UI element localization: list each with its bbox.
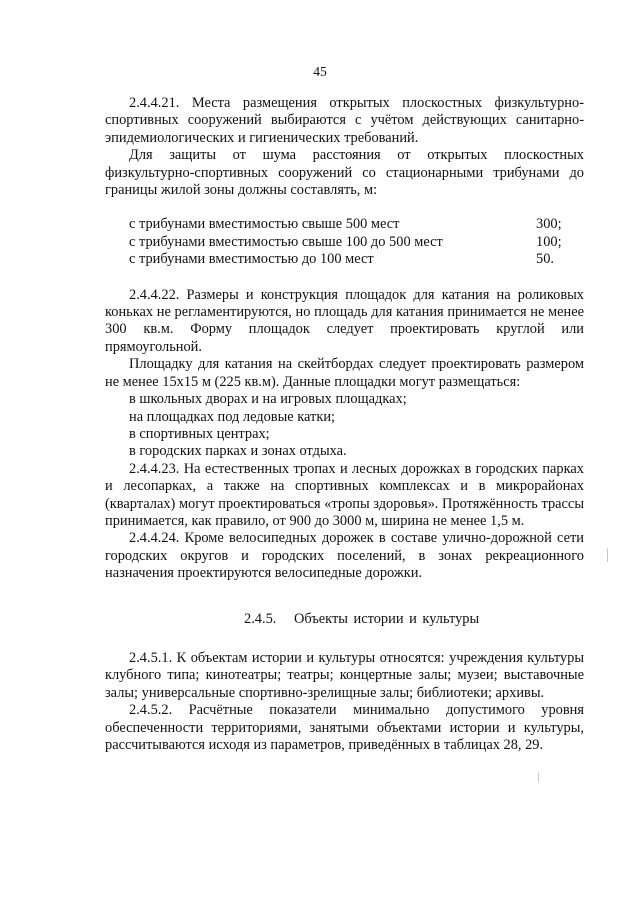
section-heading [105, 611, 584, 628]
distance-row [105, 234, 584, 251]
paragraph-2-4-5-2: 2.4.5.2. Расчётные показатели минимально допустимого уровня обеспеченности территориями, занятыми объектами истории и культуры, рассчитываются исходя из параметров, приведённых в таблицах 28, 29. [105, 702, 584, 753]
distance-label: с трибунами вместимостью свыше 500 мест [129, 216, 400, 233]
scan-mark [538, 772, 539, 782]
paragraph-2-4-5-1: 2.4.5.1. К объектам истории и культуры относятся: учреждения культуры клубного типа; кинотеатры; театры; концертные залы; музеи; выставочные залы; универсальные спортивно-зрелищные залы; библиотеки; архивы. [105, 649, 584, 701]
distance-label: с трибунами вместимостью до 100 мест [129, 251, 374, 268]
placement-list [105, 391, 584, 461]
paragraph-2-4-4-21: 2.4.4.21. Места размещения открытых плоскостных физкультурно-спортивных сооружений выбираются с учётом действующих санитарно-эпидемиологических и гигиенических требований. [105, 95, 584, 146]
distance-label: с трибунами вместимостью свыше 100 до 500 мест [129, 233, 443, 250]
paragraph-2-4-4-22: 2.4.4.22. Размеры и конструкция площадок для катания на роликовых коньках не регламентируются, но площадь для катания принимается не менее 300 кв.м. Форму площадок следует проектировать круглой или прямоугольной. [105, 286, 584, 355]
spacer [105, 269, 584, 287]
distance-row [105, 251, 584, 268]
scan-mark [607, 548, 608, 562]
distance-value: 100; [536, 233, 562, 250]
list-item: в городских парках и зонах отдыха. [129, 443, 347, 460]
list-item: на площадках под ледовые катки; [129, 408, 336, 425]
distance-row [105, 216, 584, 233]
list-item: в школьных дворах и на игровых площадках; [129, 391, 407, 408]
spacer [105, 199, 584, 216]
list-item: в спортивных центрах; [129, 425, 270, 442]
paragraph-2-4-4-24: 2.4.4.24. Кроме велосипедных дорожек в составе улично-дорожной сети городских округов и городских поселений, в зонах рекреационного назначения проектируются велосипедные дорожки. [105, 530, 584, 582]
paragraph-skateboard: Площадку для катания на скейтбордах следует проектировать размером не менее 15х15 м (225 кв.м). Данные площадки могут размещаться: [105, 356, 584, 390]
distance-list [105, 216, 584, 268]
spacer [105, 628, 584, 650]
paragraph-noise-distance: Для защиты от шума расстояния от открытых плоскостных физкультурно-спортивных сооружений со стационарными трибунами до границы жилой зоны должны составлять, м: [105, 147, 584, 199]
spacer [105, 583, 584, 611]
page-body [105, 95, 584, 754]
page-number: 45 [313, 64, 327, 79]
distance-value: 50. [536, 251, 554, 268]
distance-value: 300; [536, 216, 562, 233]
section-title: Объекты истории и культуры [294, 610, 480, 627]
paragraph-2-4-4-23: 2.4.4.23. На естественных тропах и лесных дорожках в городских парках и лесопарках, а также на спортивных комплексах и в микрорайонах (кварталах) могут проектироваться «тропы здоровья». Протяжённость трассы принимается, как правило, от 900 до 3000 м, ширина не менее 1,5 м. [105, 460, 584, 529]
section-number: 2.4.5. [244, 610, 277, 627]
